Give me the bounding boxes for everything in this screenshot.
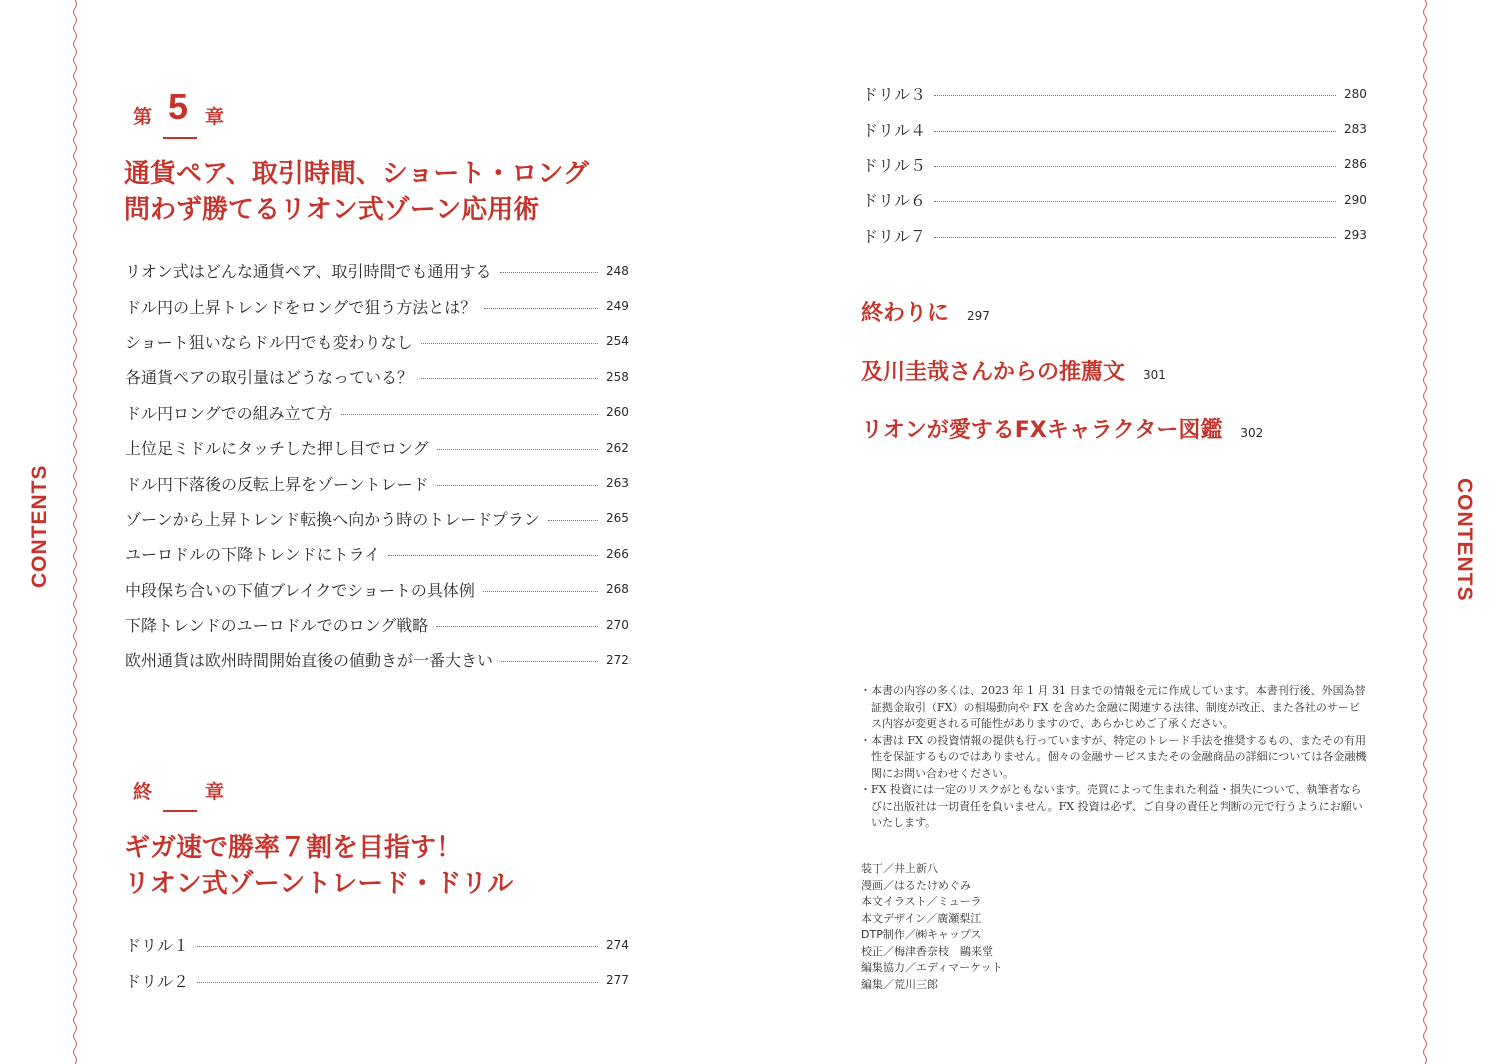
final-chapter-toc [125, 927, 628, 998]
toc-entry-page: 254 [606, 334, 629, 349]
toc-entry-title: ドリル４ [862, 120, 927, 140]
toc-entry [125, 430, 628, 465]
toc-entry [862, 111, 1366, 146]
toc-entry-title: ドリル５ [862, 155, 927, 175]
toc-leader-dots [500, 272, 598, 273]
right-edge-line [1421, 0, 1427, 1064]
toc-leader-dots [197, 946, 598, 947]
toc-entry [862, 182, 1366, 217]
toc-entry-page: 265 [606, 511, 629, 526]
toc-entry [125, 927, 628, 962]
chapter5-number: 5 [168, 86, 189, 127]
toc-entry-page: 293 [1344, 228, 1367, 243]
toc-leader-dots [483, 591, 598, 592]
note-item: ・本書の内容の多くは、2023 年 1 月 31 日までの情報を元に作成しています。本書刊行後、外国為替証拠金取引（FX）の相場動向や FX を含めた金融に関連する法律、制度が改正、また各社のサービス内容が変更される可能性がありますので、あらかじめご了承ください。 [860, 684, 1366, 730]
toc-leader-dots [934, 201, 1336, 202]
toc-entry [125, 536, 628, 571]
toc-entry-title: ドリル３ [862, 85, 927, 105]
toc-entry [125, 288, 628, 323]
toc-entry-title: ドリル７ [862, 226, 927, 246]
toc-entry-page: 286 [1344, 157, 1367, 172]
big-entry-owarini [861, 296, 990, 327]
chapter5-title-line2: 問わず勝てるリオン式ゾーン応用術 [124, 195, 540, 225]
toc-entry-title: ドリル１ [125, 936, 190, 956]
final-chapter-title [124, 830, 513, 902]
toc-leader-dots [197, 982, 598, 983]
left-edge-line [71, 0, 77, 1064]
toc-entry [862, 76, 1366, 111]
toc-entry [125, 962, 628, 997]
credit-line: 装丁／井上新八 [861, 862, 938, 875]
toc-entry [125, 359, 628, 394]
big-entry-title: 終わりに [861, 301, 950, 326]
toc-leader-dots [388, 555, 598, 556]
chapter5-underline [163, 137, 197, 139]
toc-leader-dots [421, 378, 598, 379]
toc-leader-dots [501, 661, 598, 662]
toc-leader-dots [934, 131, 1336, 132]
disclaimer-notes [860, 683, 1370, 832]
big-entry-title: リオンが愛するFXキャラクター図鑑 [861, 418, 1223, 443]
credit-line: 編集協力／エディマーケット [861, 961, 1003, 974]
credit-line: 編集／荒川三郎 [861, 977, 938, 991]
toc-entry-title: ユーロドルの下降トレンドにトライ [125, 545, 381, 565]
toc-entry [125, 465, 628, 500]
toc-entry [125, 395, 628, 430]
final-chapter-title-line1: ギガ速で勝率７割を目指す！ [124, 833, 463, 863]
toc-entry-title: ショート狙いならドル円でも変わりなし [125, 332, 413, 352]
toc-entry-title: 欧州通貨は欧州時間開始直後の値動きが一番大きい [125, 651, 494, 671]
toc-entry-page: 268 [606, 582, 629, 597]
toc-entry-title: 各通貨ペアの取引量はどうなっている？ [125, 368, 414, 388]
big-entry-page: 301 [1143, 368, 1166, 382]
toc-entry-title: ドル円下落後の反転上昇をゾーントレード [125, 474, 429, 494]
toc-leader-dots [437, 485, 598, 486]
toc-leader-dots [421, 343, 598, 344]
credit-line: 校正／梅津香奈枝 鷗来堂 [861, 944, 993, 958]
chapter5-label-right: 章 [205, 106, 225, 128]
toc-entry-page: 258 [606, 369, 629, 384]
toc-entry [125, 572, 628, 607]
toc-entry-page: 280 [1344, 86, 1367, 101]
toc-entry-title: ドリル６ [862, 191, 927, 211]
side-label-left: CONTENTS [28, 464, 51, 588]
toc-entry-page: 290 [1344, 192, 1367, 207]
credit-line: 本文デザイン／廣瀬梨江 [861, 911, 982, 925]
toc-entry-page: 266 [606, 546, 629, 561]
toc-leader-dots [341, 414, 598, 415]
toc-leader-dots [934, 95, 1336, 96]
chapter5-title-line1: 通貨ペア、取引時間、ショート・ロング [124, 159, 589, 189]
note-item: ・FX 投資には一定のリスクがともないます。売買によって生まれた利益・損失について、執筆者ならびに出版社は一切責任を負いません。FX 投資は必ず、ご自身の責任と判断の元で行うようにお願いいたします。 [860, 783, 1363, 829]
drills-toc [862, 76, 1366, 253]
note-item: ・本書は FX の投資情報の提供も行っていますが、特定のトレード手法を推奨するもの、またその有用性を保証するものではありません。個々の金融サービスまたその金融商品の詳細については各金融機関にお問い合わせください。 [860, 733, 1367, 780]
toc-leader-dots [934, 237, 1336, 238]
credit-line: 漫画／はるたけめぐみ [861, 878, 971, 892]
big-entry-character-guide [861, 413, 1263, 444]
toc-entry [125, 642, 628, 677]
final-chapter-title-line2: リオン式ゾーントレード・ドリル [124, 869, 514, 899]
toc-entry [125, 501, 628, 536]
toc-entry-title: リオン式はどんな通貨ペア、取引時間でも通用する [125, 262, 492, 282]
toc-entry-title: ドル円の上昇トレンドをロングで狙う方法とは？ [125, 297, 477, 317]
big-entry-page: 302 [1240, 426, 1264, 440]
toc-leader-dots [484, 308, 598, 309]
toc-entry-page: 283 [1344, 122, 1367, 137]
final-chapter-heading [133, 777, 233, 817]
chapter5-heading [133, 86, 233, 142]
toc-entry-title: 上位足ミドルにタッチした押し目でロング [125, 439, 429, 459]
chapter5-title [124, 156, 589, 228]
toc-entry-page: 272 [606, 652, 629, 667]
toc-entry [125, 324, 628, 359]
toc-leader-dots [548, 520, 598, 521]
toc-entry [125, 607, 628, 642]
toc-entry-page: 249 [606, 299, 629, 314]
toc-entry-title: ドリル２ [125, 971, 190, 991]
toc-entry-page: 248 [606, 263, 629, 278]
toc-entry-page: 260 [606, 405, 629, 420]
chapter5-toc [125, 253, 628, 678]
toc-leader-dots [436, 626, 598, 627]
toc-entry [862, 218, 1366, 253]
side-label-right: CONTENTS [1453, 478, 1476, 602]
final-chapter-label-right: 章 [205, 781, 225, 803]
toc-entry-page: 262 [606, 440, 629, 455]
final-chapter-label-left: 終 [133, 781, 153, 803]
credit-line: 本文イラスト／ミューラ [861, 895, 982, 908]
credits [861, 861, 1003, 993]
toc-leader-dots [934, 166, 1336, 167]
toc-entry-page: 277 [606, 973, 629, 988]
big-entry-page: 297 [967, 309, 990, 323]
toc-entry-page: 263 [606, 476, 629, 491]
toc-entry-page: 274 [606, 937, 629, 952]
toc-entry-title: 下降トレンドのユーロドルでのロング戦略 [125, 616, 429, 636]
chapter5-label-left: 第 [133, 106, 153, 128]
toc-leader-dots [437, 449, 598, 450]
toc-entry [125, 253, 628, 288]
toc-entry-title: ドル円ロングでの組み立て方 [125, 403, 333, 423]
toc-entry-title: 中段保ち合いの下値ブレイクでショートの具体例 [125, 580, 475, 600]
final-chapter-underline [163, 810, 197, 812]
toc-entry-page: 270 [606, 617, 629, 632]
big-entry-title: 及川圭哉さんからの推薦文 [861, 360, 1126, 385]
toc-entry [862, 147, 1366, 182]
toc-entry-title: ゾーンから上昇トレンド転換へ向かう時のトレードプラン [125, 509, 540, 529]
big-entry-recommendation [861, 355, 1166, 386]
credit-line: DTP制作／㈱キャップス [861, 928, 982, 941]
